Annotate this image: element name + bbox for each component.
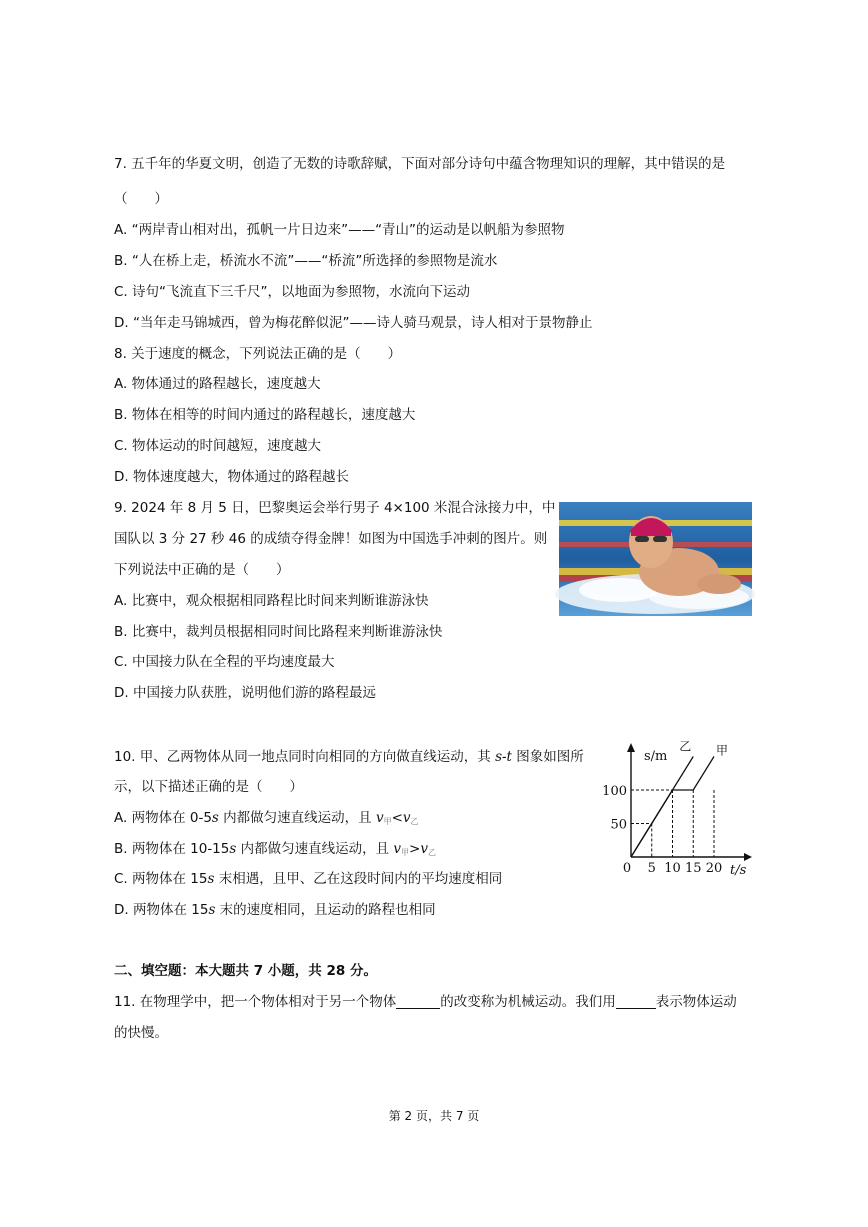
y-tick-label: 50 [610,817,627,833]
q10-a-rel: < [391,810,403,826]
section-heading-fill-in: 二、填空题：本大题共 7 小题，共 28 分。 [114,963,377,979]
q10-d-unit: s [208,902,216,918]
q10-b-unit: s [229,841,237,857]
q7-option-b: B. “人在桥上走，桥流水不流”——“桥流”所选择的参照物是流水 [114,253,498,269]
q10-stem-part2: 图象如图所 [511,749,584,765]
q10-a-unit: s [211,810,219,826]
q10-stem-line1 [114,747,584,767]
q10-b-sub2: 乙 [428,848,436,857]
x-tick-label: 20 [705,861,723,876]
q10-d-text1: D. 两物体在 15 [114,902,209,918]
q9-option-b: B. 比赛中，裁判员根据相同时间比路程来判断谁游泳快 [114,624,443,640]
q10-a-v2: v [402,810,411,826]
q9-option-c: C. 中国接力队在全程的平均速度最大 [114,654,335,670]
q9-stem-line1: 9. 2024 年 8 月 5 日，巴黎奥运会举行男子 4×100 米混合泳接力中，中 [114,500,556,516]
q10-stem-part1: 10. 甲、乙两物体从同一地点同时向相同的方向做直线运动，其 [114,749,496,765]
q10-b-sub1: 甲 [401,848,410,857]
q11-blank-2[interactable] [616,994,656,1009]
q11-text3: 表示物体运动 [655,994,737,1010]
x-tick-label: 0 [622,861,632,876]
q10-st-symbol: s-t [495,749,512,765]
page-footer: 第 2 页，共 7 页 [388,1109,480,1123]
st-graph [602,739,758,880]
series-label-yi: 乙 [679,739,692,754]
q8-option-c: C. 物体运动的时间越短，速度越大 [114,438,322,454]
y-axis-label: s/m [644,749,668,764]
q10-b-v2: v [420,841,428,857]
q10-option-a [114,808,419,832]
q9-option-a: A. 比赛中，观众根据相同路程比时间来判断谁游泳快 [114,593,429,609]
q8-option-b: B. 物体在相等的时间内通过的路程越长，速度越大 [114,407,416,423]
q11-text2: 的改变称为机械运动。我们用 [440,994,616,1010]
q10-a-sub2: 乙 [410,817,419,826]
x-axis-arrow [744,853,752,861]
q7-option-c: C. 诗句“飞流直下三千尺”，以地面为参照物，水流向下运动 [114,284,470,300]
q10-option-b [114,839,436,863]
q9-stem-line2: 国队以 3 分 27 秒 46 的成绩夺得金牌！如图为中国选手冲刺的图片。则 [114,531,548,547]
q10-a-text1: A. 两物体在 0-5 [114,810,212,826]
q10-b-v1: v [393,841,402,857]
q11-blank-1[interactable] [396,994,440,1009]
q9-stem-line3: 下列说法中正确的是（ ） [114,562,290,578]
q10-c-text1: C. 两物体在 15 [114,871,208,887]
q7-paren: （ ） [114,191,168,207]
q8-option-a: A. 物体通过的路程越长，速度越大 [114,376,321,392]
x-tick-label: 15 [684,861,702,876]
swimmer-photo [559,502,752,616]
q10-c-unit: s [207,871,215,887]
y-axis-arrow [627,743,635,752]
y-tick-label: 100 [602,784,627,799]
q8-option-d: D. 物体速度越大，物体通过的路程越长 [114,469,349,485]
q10-option-d [114,900,436,920]
series-line-yi [631,757,693,858]
q7-option-d: D. “当年走马锦城西，曾为梅花醉似泥”——诗人骑马观景，诗人相对于景物静止 [114,315,593,331]
x-tick-label: 5 [647,861,656,876]
q10-stem-line2: 示，以下描述正确的是（ ） [114,779,303,795]
q10-b-text2: 内都做匀速直线运动，且 [236,841,394,857]
q10-option-c [114,869,502,889]
q10-a-text2: 内都做匀速直线运动，且 [218,810,376,826]
q7-stem: 7. 五千年的华夏文明，创造了无数的诗歌辞赋，下面对部分诗句中蕴含物理知识的理解，其中错误的是 [114,156,726,172]
series-label-jia: 甲 [716,743,729,758]
q11-text1: 11. 在物理学中，把一个物体相对于另一个物体 [114,994,397,1010]
q10-c-text2: 末相遇，且甲、乙在这段时间内的平均速度相同 [214,871,503,887]
q11-line2: 的快慢。 [114,1025,168,1041]
q9-option-d: D. 中国接力队获胜，说明他们游的路程最远 [114,685,376,701]
q11-line1 [114,992,737,1012]
q8-stem: 8. 关于速度的概念，下列说法正确的是（ ） [114,346,402,362]
q7-option-a: A. “两岸青山相对出，孤帆一片日边来”——“青山”的运动是以帆船为参照物 [114,222,565,238]
q10-d-text2: 末的速度相同，且运动的路程也相同 [215,902,436,918]
q10-a-sub1: 甲 [383,817,392,826]
x-tick-label: 10 [664,861,681,876]
q10-a-v1: v [375,810,384,826]
q10-b-rel: > [409,841,421,857]
q10-b-text1: B. 两物体在 10-15 [114,841,230,857]
x-axis-label: t/s [730,863,747,878]
